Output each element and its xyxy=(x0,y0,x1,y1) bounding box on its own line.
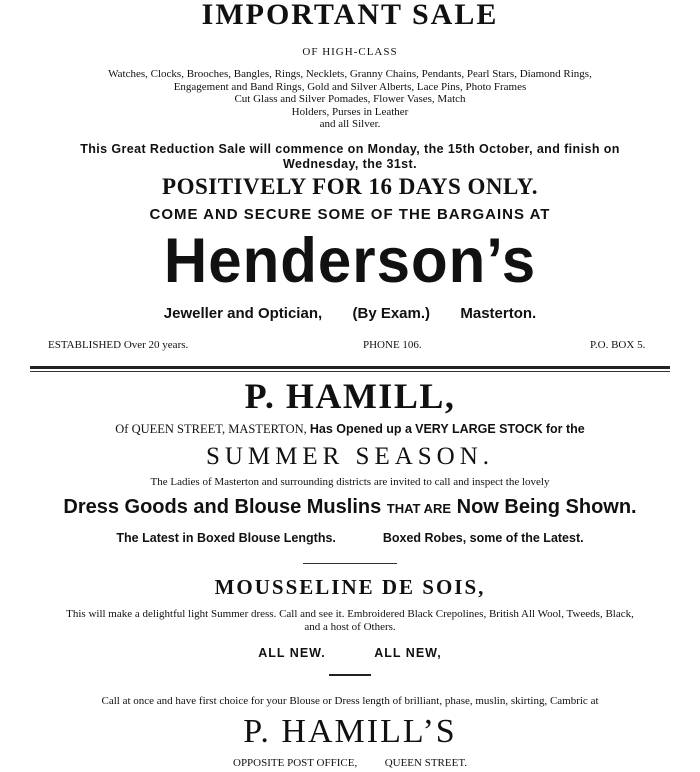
phone-text: PHONE 106. xyxy=(363,339,422,351)
jeweller-optician-line xyxy=(0,305,700,322)
important-sale-headline: IMPORTANT SALE xyxy=(201,0,499,31)
items-line: Watches, Clocks, Brooches, Bangles, Rings, Necklets, Granny Chains, Pendants, Pearl Stars, Diamond Rings, xyxy=(108,68,592,80)
all-new-first: ALL NEW. xyxy=(258,646,326,660)
items-line: Engagement and Band Rings, Gold and Silver Alberts, Lace Pins, Photo Frames xyxy=(173,80,527,93)
for-the-text: for the xyxy=(545,422,585,436)
items-line: Holders, Purses in Leather xyxy=(291,105,409,118)
latest-blouse-text: The Latest in Boxed Blouse Lengths. xyxy=(116,531,336,545)
items-line: Cut Glass and Silver Pomades, Flower Vases, Match xyxy=(234,93,466,105)
large-stock-text: VERY LARGE STOCK xyxy=(415,422,543,436)
dress-goods-line xyxy=(0,496,700,519)
reduction-sale-notice xyxy=(0,142,700,172)
reduction-line: This Great Reduction Sale will commence on Monday, the 15th October, and finish on xyxy=(80,142,620,156)
boxed-robes-text: Boxed Robes, some of the Latest. xyxy=(382,531,584,545)
section-divider-thick xyxy=(30,366,670,369)
po-box-text: P.O. BOX 5. xyxy=(590,339,646,351)
summer-dress-description xyxy=(0,608,700,634)
queen-street-address: QUEEN STREET. xyxy=(384,757,467,769)
come-and-secure: COME AND SECURE SOME OF THE BARGAINS AT xyxy=(149,206,551,223)
opened-text: Has Opened up a xyxy=(309,422,412,436)
description-line: and a host of Others. xyxy=(304,621,396,633)
short-divider xyxy=(303,563,397,564)
qualification-text: (By Exam.) xyxy=(352,305,431,322)
description-line: This will make a delightful light Summer dress. Call and see it. Embroidered Black Crepolines, British All Wool, Tweeds, Black, xyxy=(66,608,634,620)
positively-16-days: POSITIVELY FOR 16 DAYS ONLY. xyxy=(162,174,538,199)
address-line xyxy=(0,757,700,769)
latest-line xyxy=(0,531,700,545)
ladies-invitation: The Ladies of Masterton and surrounding districts are invited to call and inspect the lovely xyxy=(150,476,550,488)
all-new-line xyxy=(0,646,700,660)
trade-text: Jeweller and Optician, xyxy=(163,305,323,322)
town-text: Masterton. xyxy=(460,305,537,322)
opposite-post-office: OPPOSITE POST OFFICE, xyxy=(233,757,358,769)
items-line: and all Silver. xyxy=(319,118,381,130)
hamills-footer-name: P. HAMILL’S xyxy=(243,713,457,750)
all-new-second: ALL NEW, xyxy=(374,646,442,660)
high-class-subheading: OF HIGH-CLASS xyxy=(302,46,398,58)
established-text: ESTABLISHED Over 20 years. xyxy=(48,339,189,351)
section-divider-thin xyxy=(30,371,670,372)
items-list xyxy=(0,68,700,131)
dress-goods-text: Dress Goods and Blouse Muslins xyxy=(63,496,382,518)
reduction-line: Wednesday, the 31st. xyxy=(283,157,417,171)
hamill-headline: P. HAMILL, xyxy=(244,376,456,416)
summer-season: SUMMER SEASON. xyxy=(205,443,495,470)
that-are-text: THAT ARE xyxy=(386,501,452,516)
call-at-once-text: Call at once and have first choice for your Blouse or Dress length of brilliant, phase, muslin, skirting, Cambric at xyxy=(101,695,599,707)
small-divider xyxy=(329,674,371,676)
hendersons-store-name: Henderson’s xyxy=(163,225,537,296)
queen-prefix: Of QUEEN STREET, MASTERTON, xyxy=(115,422,307,436)
being-shown-text: Now Being Shown. xyxy=(456,496,637,518)
queen-street-line xyxy=(0,422,700,437)
mousseline-de-sois-heading: MOUSSELINE DE SOIS, xyxy=(214,575,486,599)
